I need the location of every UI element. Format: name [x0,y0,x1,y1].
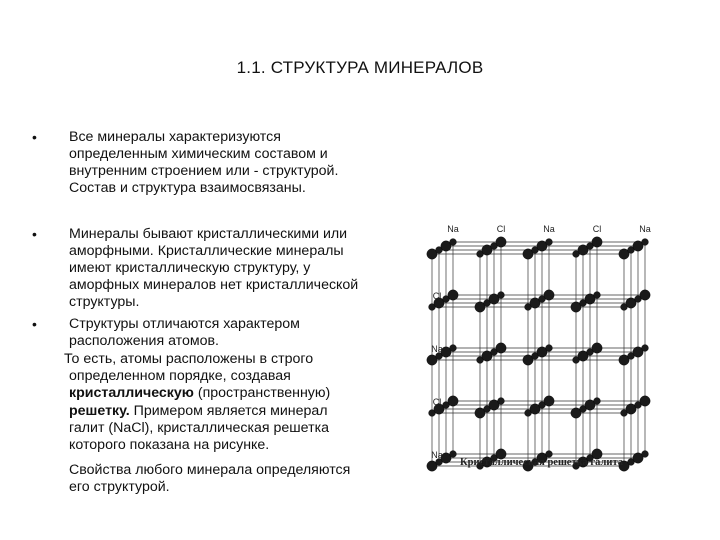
bullet-line: Состав и структура взаимосвязаны. [69,180,306,196]
paragraph-line: галит (NaCl), кристаллическая решетка [69,420,329,436]
sodium-atom [546,345,553,352]
bullet-line: Все минералы характеризуются [69,129,281,145]
bullet-line: структуры. [69,294,140,310]
paragraph-text: (пространственную) [193,385,331,401]
paragraph-line [69,403,328,420]
sodium-atom [594,398,601,405]
sodium-atom [642,451,649,458]
chlorine-atom [448,290,458,300]
lattice-labels [431,224,651,460]
chlorine-atom [640,290,650,300]
paragraph-line: определенном порядке, создавая [69,368,291,384]
chlorine-atom [448,396,458,406]
atom-label: Cl [432,291,442,301]
paragraph-line: То есть, атомы расположены в строго [64,351,314,367]
atom-label: Na [543,224,555,234]
atom-label: Na [431,450,443,460]
chlorine-atom [640,396,650,406]
bullet-line: аморфных минералов нет кристаллической [69,277,359,293]
bullet-line: Минералы бывают кристаллическими или [69,226,348,242]
halite-lattice-figure [425,220,665,475]
bullet-text [69,226,358,311]
sodium-atom [594,292,601,299]
sodium-atom [450,239,457,246]
chlorine-atom [544,290,554,300]
atom-label: Cl [592,224,602,234]
bullet-text [69,316,300,350]
page-title: 1.1. СТРУКТУРА МИНЕРАЛОВ [236,58,484,77]
sodium-atom [546,239,553,246]
paragraph-line [69,385,330,402]
bullet-line: Структуры отличаются характером [69,316,300,332]
chlorine-atom [544,396,554,406]
atom-label: Cl [496,224,506,234]
chlorine-atom [592,237,602,247]
sodium-atom [498,292,505,299]
paragraph-line: Свойства любого минерала определяются [69,462,351,478]
bullet-line: имеют кристаллическую структуру, у [69,260,311,276]
sodium-atom [642,345,649,352]
paragraph-text: Примером является минерал [129,403,328,419]
paragraph-line: его структурой. [69,479,170,495]
sodium-atom [498,398,505,405]
bullet-marker: • [32,129,37,145]
sodium-atom [450,345,457,352]
chlorine-atom [496,343,506,353]
sodium-atom [450,451,457,458]
chlorine-atom [592,343,602,353]
bullet-marker: • [32,226,37,242]
paragraph-line: которого показана на рисунке. [69,437,270,453]
bullet-text [69,129,338,197]
bullet-line: расположения атомов. [69,333,220,349]
bullet-line: определенным химическим составом и [69,146,328,162]
bullet-marker: • [32,316,37,332]
figure-caption: Кристаллическая решетка галита [460,457,623,468]
atom-label: Cl [432,397,442,407]
atom-label: Na [431,344,443,354]
sodium-atom [642,239,649,246]
bullet-line: аморфными. Кристаллические минералы [69,243,344,259]
atom-label: Na [447,224,459,234]
chlorine-atom [496,237,506,247]
bold-term: решетку. [69,403,130,419]
atom-label: Na [639,224,651,234]
bold-term: кристаллическую [69,385,194,401]
lattice-atoms [427,237,650,471]
bullet-line: внутренним строением или - структурой. [69,163,339,179]
